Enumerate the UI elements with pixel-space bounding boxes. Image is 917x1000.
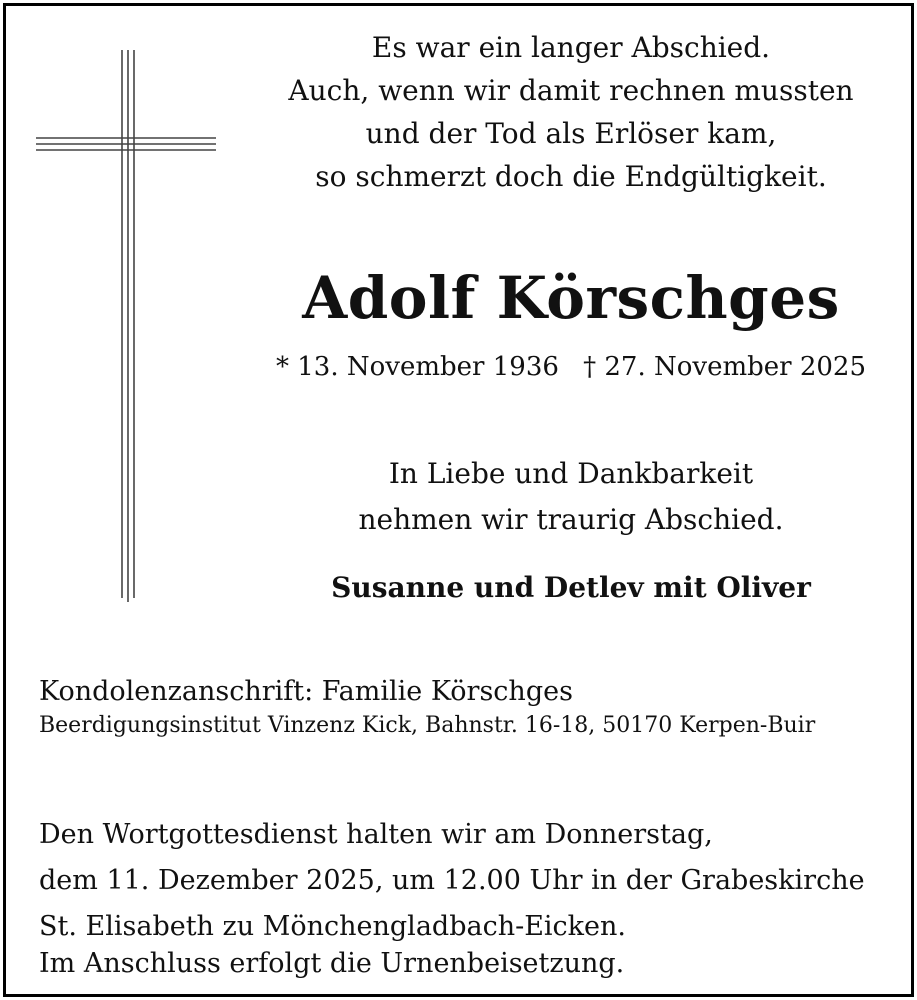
cross-icon <box>36 50 216 610</box>
condolence-label: Kondolenzanschrift: Familie Körschges <box>39 676 573 707</box>
dedication-line: In Liebe und Dankbarkeit <box>388 457 754 490</box>
mourners: Susanne und Detlev mit Oliver <box>331 571 811 604</box>
service-line: Den Wortgottesdienst halten wir am Donnerstag, <box>39 819 713 850</box>
birth-date: * 13. November 1936 <box>276 352 559 382</box>
death-date: † 27. November 2025 <box>583 352 866 382</box>
verse-line: Auch, wenn wir damit rechnen mussten <box>288 74 854 107</box>
funeral-home-address: Beerdigungsinstitut Vinzenz Kick, Bahnstr. 16-18, 50170 Kerpen-Buir <box>39 713 816 738</box>
dedication <box>256 451 886 543</box>
obituary-notice <box>3 3 914 997</box>
dedication-line: nehmen wir traurig Abschied. <box>358 503 784 536</box>
deceased-name: Adolf Körschges <box>302 264 840 332</box>
condolence-address <box>39 674 899 742</box>
verse-line: so schmerzt doch die Endgültigkeit. <box>315 160 827 193</box>
service-info <box>39 812 899 950</box>
verse-line: und der Tod als Erlöser kam, <box>365 117 777 150</box>
burial-info: Im Anschluss erfolgt die Urnenbeisetzung. <box>39 948 625 979</box>
verse <box>256 26 886 198</box>
life-dates <box>256 352 886 392</box>
service-line: dem 11. Dezember 2025, um 12.00 Uhr in der Grabeskirche <box>39 865 865 896</box>
verse-line: Es war ein langer Abschied. <box>371 31 771 64</box>
service-line: St. Elisabeth zu Mönchengladbach-Eicken. <box>39 911 626 942</box>
